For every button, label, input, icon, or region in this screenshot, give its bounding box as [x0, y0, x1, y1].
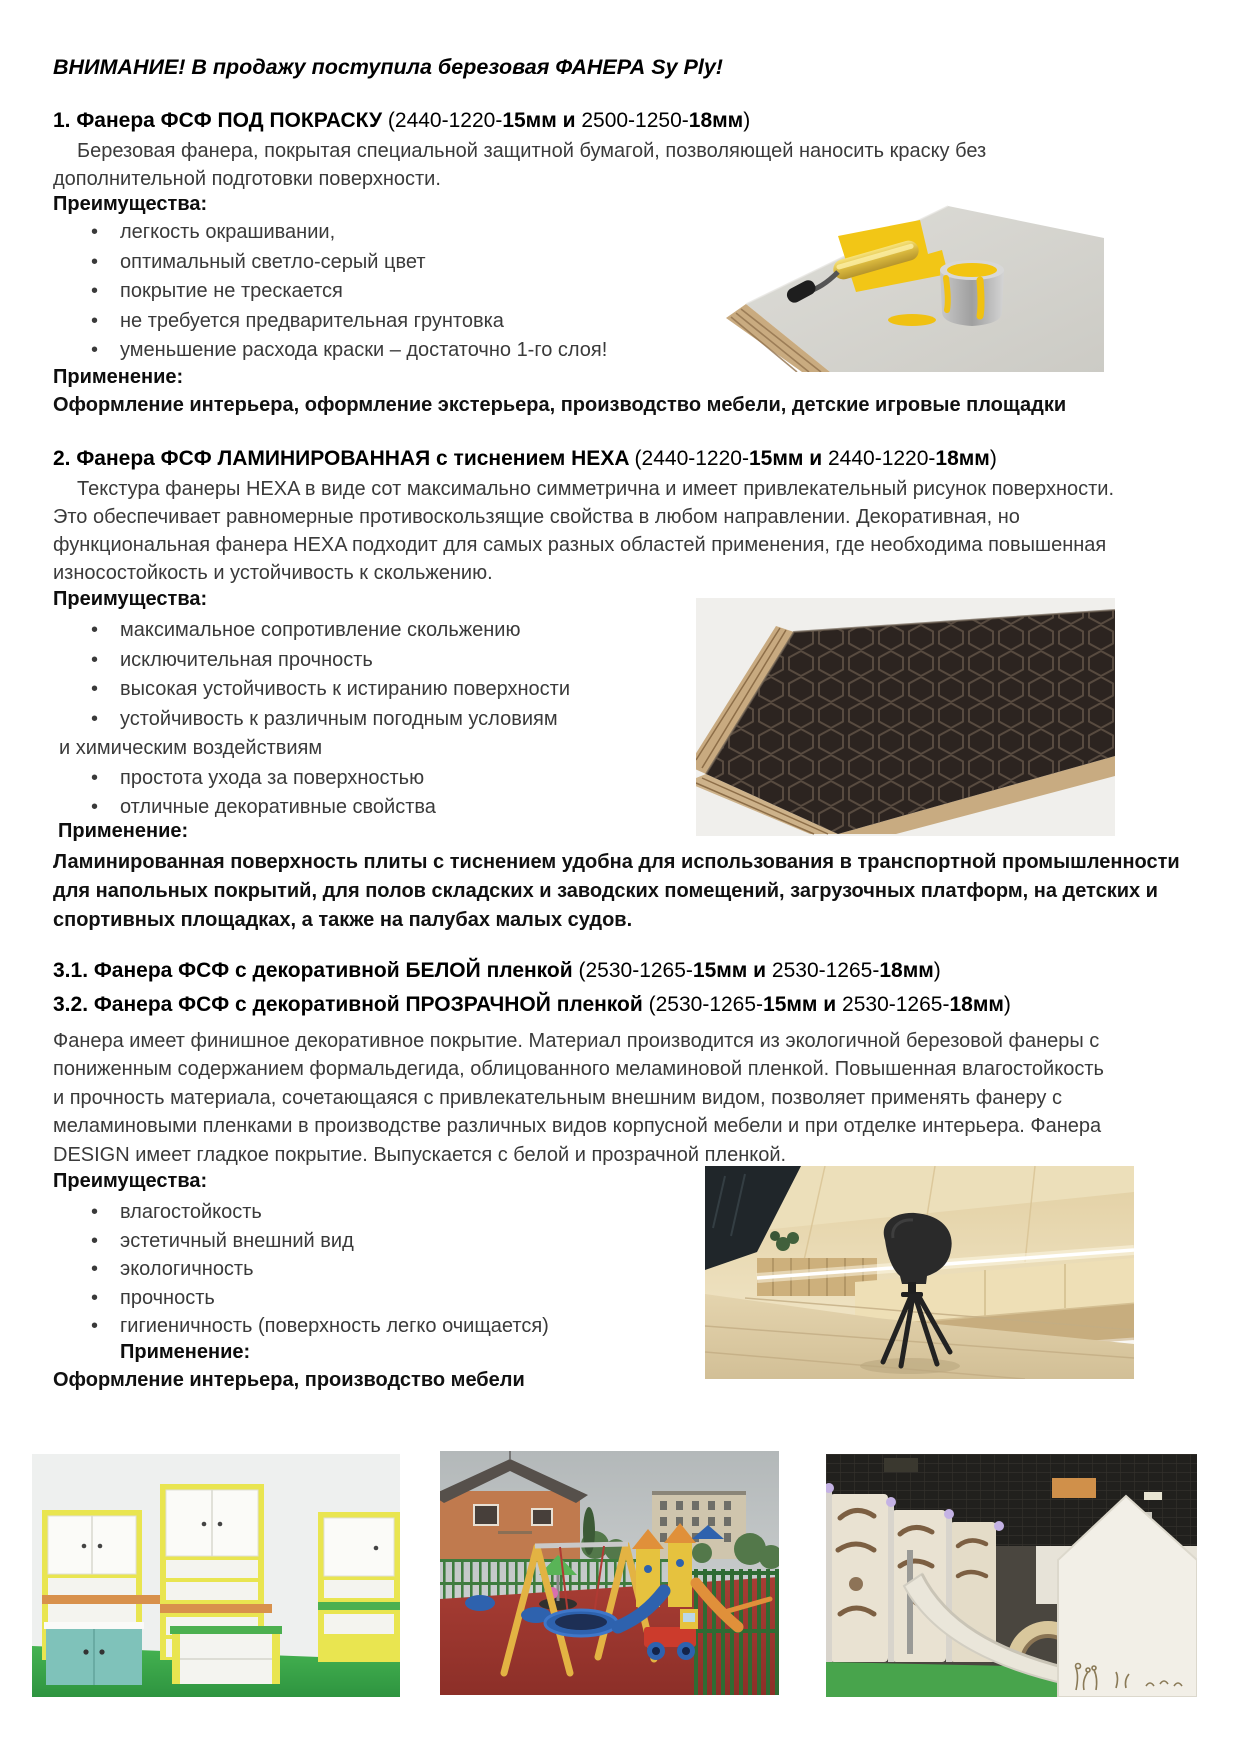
- paragraph-line: функциональная фанера HEXA подходит для самых разных областей применения, где необходима повышенная: [53, 534, 1107, 556]
- paragraph-line: Это обеспечивает равномерные противоскользящие свойства в любом направлении. Декоративная, но: [53, 506, 1020, 528]
- paragraph-line: Березовая фанера, покрытая специальной защитной бумагой, позволяющей наносить краску без: [77, 140, 987, 162]
- section1-spec-close: ): [743, 109, 751, 132]
- paint-bucket-icon: [940, 260, 1004, 326]
- paragraph-line: и прочность материала, сочетающаяся с привлекательным внешним видом, позволяет применять фанеру с: [53, 1086, 1062, 1109]
- section1-advantages-label: Преимущества:: [53, 193, 208, 215]
- section2-spec-size2: 18мм: [935, 447, 990, 470]
- shelf-unit-right: [318, 1512, 400, 1662]
- list-item: • простота ухода за поверхностью: [53, 764, 570, 794]
- section2-spec-mid: 2440-1220-: [827, 447, 936, 470]
- section2-heading: [53, 447, 997, 471]
- list-item: • высокая устойчивость к истиранию поверхности: [53, 675, 570, 705]
- section1-bullet-list: [53, 218, 607, 366]
- section3-2-spec-size1: 15мм и: [763, 993, 843, 1016]
- list-item: • уменьшение расхода краски – достаточно 1-го слоя!: [53, 336, 607, 366]
- section1-application-label: Применение:: [53, 366, 184, 388]
- section3-heading1-title: 3.1. Фанера ФСФ с декоративной БЕЛОЙ пленкой: [53, 959, 579, 982]
- paragraph-line: спортивных площадках, а также на палубах малых судов.: [53, 908, 633, 931]
- section2-application-label: Применение:: [58, 820, 189, 842]
- paragraph-line: Текстура фанеры HEXA в виде сот максимально симметрична и имеет привлекательный рисунок поверхности.: [77, 478, 1115, 500]
- section3-advantages-label: Преимущества:: [53, 1170, 208, 1192]
- section1-spec-size2: 18мм: [688, 109, 744, 132]
- gallery-photo-kids-furniture: [32, 1454, 400, 1697]
- list-item-continuation: и химическим воздействиям: [59, 737, 323, 759]
- list-item: • экологичность: [53, 1255, 549, 1284]
- section3-1-spec-size2: 18мм: [879, 959, 934, 982]
- section2-advantages-label: Преимущества:: [53, 588, 208, 610]
- list-item: • отличные декоративные свойства: [53, 793, 570, 823]
- section3-2-spec-mid: 2530-1265-: [842, 993, 950, 1016]
- paragraph-line: износостойкость и устойчивость к скольжению.: [53, 562, 493, 584]
- gallery-photo-outdoor-playground: [440, 1451, 779, 1695]
- photo-hexa-plywood: [696, 598, 1115, 836]
- section1-spec-mid: 2500-1250-: [581, 109, 689, 132]
- list-item: • гигиеничность (поверхность легко очищается): [53, 1312, 549, 1341]
- paragraph-line: DESIGN имеет гладкое покрытие. Выпускается с белой и прозрачной пленкой.: [53, 1143, 787, 1166]
- section3-1-spec-size1: 15мм и: [692, 959, 772, 982]
- list-item: • исключительная прочность: [53, 646, 570, 676]
- section2-bullet-list: [53, 616, 570, 823]
- section3-application-label: Применение:: [120, 1341, 251, 1363]
- paragraph-line: Ламинированная поверхность плиты с тиснением удобна для использования в транспортной промышленности: [53, 851, 1180, 873]
- section2-spec-pre: (2440-1220-: [634, 447, 749, 470]
- paragraph-line: пониженным содержанием формальдегида, облицованного меламиновой пленкой. Повышенная влагостойкость: [53, 1058, 1104, 1081]
- photo-interior: [705, 1166, 1134, 1379]
- section3-application-text: Оформление интерьера, производство мебели: [53, 1369, 525, 1391]
- section1-application-text: Оформление интерьера, оформление экстерьера, производство мебели, детские игровые площадки: [53, 394, 1067, 416]
- section2-spec-close: ): [989, 447, 997, 470]
- list-item: • легкость окрашивании,: [53, 218, 607, 248]
- section3-heading-1: [53, 959, 941, 983]
- section3-2-spec-pre: (2530-1265-: [648, 993, 764, 1016]
- section3-1-spec-mid: 2530-1265-: [771, 959, 880, 982]
- section3-heading2-title: 3.2. Фанера ФСФ с декоративной ПРОЗРАЧНОЙ пленкой: [53, 993, 649, 1016]
- low-green-top-unit: [170, 1626, 282, 1684]
- section2-spec-size1: 15мм и: [748, 447, 828, 470]
- section3-2-spec-close: ): [1003, 993, 1011, 1016]
- section2-paragraph: [53, 475, 1114, 587]
- list-item: • оптимальный светло-серый цвет: [53, 248, 607, 278]
- list-item: • прочность: [53, 1284, 549, 1313]
- page-title: ВНИМАНИЕ! В продажу поступила березовая ФАНЕРА Sy Ply!: [53, 55, 723, 79]
- section2-application-paragraph: [53, 848, 1180, 934]
- paragraph-line: Фанера имеет финишное декоративное покрытие. Материал производится из экологичной березовой фанеры с: [53, 1030, 1100, 1052]
- section3-1-spec-pre: (2530-1265-: [578, 959, 693, 982]
- gallery-photo-indoor-playground: [826, 1454, 1197, 1697]
- photo-painted-plywood: [680, 176, 1104, 372]
- list-item: • влагостойкость: [53, 1198, 549, 1227]
- paragraph-line: меламиновыми пленками в производстве различных видов корпусной мебели и при отделке интерьера. Фанера: [53, 1115, 1102, 1138]
- section1-heading: [53, 109, 750, 133]
- section3-bullet-list: [53, 1198, 549, 1341]
- list-item: • покрытие не трескается: [53, 277, 607, 307]
- section3-2-spec-size2: 18мм: [949, 993, 1004, 1016]
- paragraph-line: для напольных покрытий, для полов складских и заводских помещений, загрузочных платформ, на детских и: [53, 879, 1158, 902]
- list-item: • максимальное сопротивление скольжению: [53, 616, 570, 646]
- section1-spec-pre: (2440-1220-: [387, 109, 503, 132]
- list-item: • не требуется предварительная грунтовка: [53, 307, 607, 337]
- list-item: • устойчивость к различным погодным условиям: [53, 705, 570, 735]
- section1-spec-size1: 15мм и: [502, 109, 582, 132]
- teal-cabinet: [44, 1622, 144, 1685]
- list-item: • эстетичный внешний вид: [53, 1227, 549, 1256]
- section3-1-spec-close: ): [933, 959, 941, 982]
- section1-heading-title: 1. Фанера ФСФ ПОД ПОКРАСКУ: [53, 109, 388, 132]
- section3-heading-2: [53, 993, 1011, 1017]
- section2-heading-title: 2. Фанера ФСФ ЛАМИНИРОВАННАЯ с тиснением HEXA: [53, 447, 635, 470]
- paragraph-line: дополнительной подготовки поверхности.: [53, 168, 441, 190]
- section3-paragraph: [53, 1027, 1104, 1169]
